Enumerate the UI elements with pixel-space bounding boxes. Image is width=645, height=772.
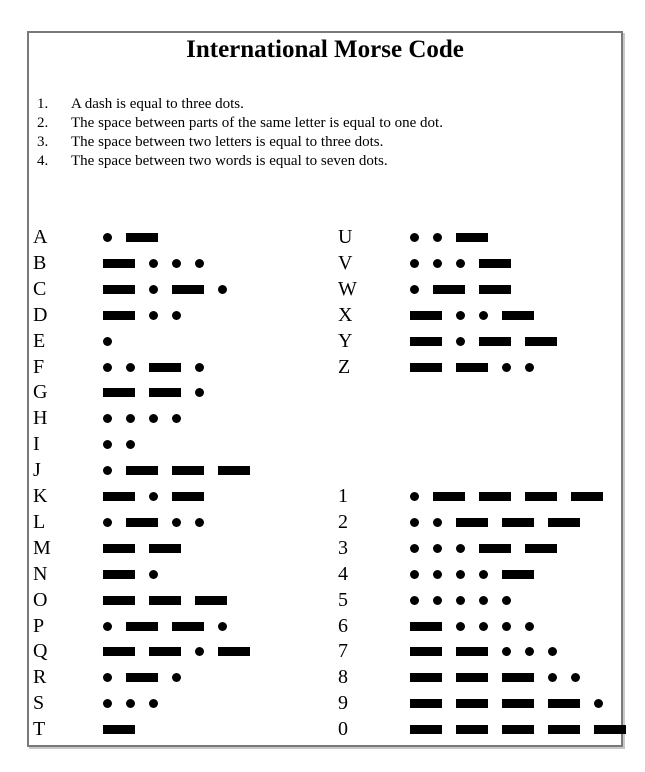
morse-dot <box>103 337 112 346</box>
morse-code-symbols <box>410 311 548 320</box>
morse-dot <box>456 259 465 268</box>
morse-character: K <box>33 485 48 507</box>
morse-row-v <box>338 250 598 276</box>
morse-dot <box>479 570 488 579</box>
morse-dash <box>149 647 181 656</box>
morse-dot <box>103 466 112 475</box>
morse-dot <box>479 311 488 320</box>
morse-dot <box>172 259 181 268</box>
morse-dot <box>433 518 442 527</box>
morse-dot <box>103 414 112 423</box>
morse-dot <box>149 492 158 501</box>
morse-dot <box>433 570 442 579</box>
morse-character: G <box>33 381 48 404</box>
morse-code-symbols <box>103 492 218 501</box>
morse-character: V <box>338 251 353 274</box>
morse-row-p <box>33 613 293 639</box>
morse-dash <box>502 311 534 320</box>
morse-character: Z <box>338 355 351 378</box>
morse-dash <box>456 699 488 708</box>
morse-dot <box>410 285 419 294</box>
morse-dash <box>479 259 511 268</box>
morse-character: L <box>33 510 46 533</box>
morse-row-m <box>33 535 293 561</box>
morse-row-0 <box>338 716 598 742</box>
morse-code-symbols <box>410 285 525 294</box>
morse-dot <box>172 311 181 320</box>
morse-dot <box>218 285 227 294</box>
morse-code-symbols <box>103 285 241 294</box>
morse-dash <box>479 544 511 553</box>
morse-code-symbols <box>410 725 640 734</box>
morse-character: 9 <box>338 692 348 715</box>
morse-character: O <box>33 588 48 611</box>
morse-row-5 <box>338 587 598 613</box>
morse-dot <box>103 673 112 682</box>
morse-row-e <box>33 328 293 354</box>
morse-row-2 <box>338 509 598 535</box>
morse-dot <box>525 647 534 656</box>
morse-character: P <box>33 614 45 637</box>
morse-dot <box>149 414 158 423</box>
morse-dot <box>433 233 442 242</box>
morse-row-8 <box>338 664 598 690</box>
morse-code-symbols <box>410 673 594 682</box>
morse-character: A <box>33 226 48 248</box>
morse-dash <box>126 622 158 631</box>
morse-row-a <box>33 224 293 250</box>
morse-dash <box>126 233 158 242</box>
morse-dot <box>172 518 181 527</box>
morse-code-symbols <box>103 363 218 372</box>
morse-dash <box>456 363 488 372</box>
morse-dash <box>149 388 181 397</box>
morse-dot <box>149 570 158 579</box>
morse-dash <box>103 725 135 734</box>
morse-dash <box>172 466 204 475</box>
morse-code-symbols <box>103 647 264 656</box>
morse-character: J <box>33 459 41 482</box>
morse-dash <box>456 518 488 527</box>
morse-code-symbols <box>410 492 617 501</box>
morse-dot <box>149 259 158 268</box>
morse-dot <box>103 233 112 242</box>
morse-dash <box>410 725 442 734</box>
morse-code-chart <box>27 31 623 747</box>
morse-row-y <box>338 328 598 354</box>
morse-character: M <box>33 536 51 559</box>
page-title: International Morse Code <box>186 36 464 63</box>
rule-number: 2. <box>37 115 49 131</box>
morse-dot <box>456 544 465 553</box>
morse-character: T <box>33 718 46 741</box>
morse-character: W <box>338 277 357 300</box>
morse-character: 6 <box>338 614 348 637</box>
morse-code-symbols <box>103 544 195 553</box>
morse-dash <box>103 544 135 553</box>
morse-code-symbols <box>410 699 617 708</box>
morse-dash <box>456 725 488 734</box>
morse-row-3 <box>338 535 598 561</box>
morse-character: 5 <box>338 588 348 611</box>
morse-character: 0 <box>338 718 348 741</box>
morse-code-symbols <box>103 233 172 242</box>
rule-number: 3. <box>37 134 49 150</box>
morse-character: I <box>33 433 40 456</box>
morse-dot <box>172 673 181 682</box>
morse-dash <box>103 285 135 294</box>
morse-dash <box>479 337 511 346</box>
rule-text: The space between two words is equal to seven dots. <box>71 153 388 169</box>
morse-code-symbols <box>103 699 172 708</box>
morse-dot <box>410 544 419 553</box>
morse-dash <box>218 466 250 475</box>
morse-dash <box>548 699 580 708</box>
morse-dot <box>410 518 419 527</box>
morse-dot <box>195 259 204 268</box>
morse-dash <box>103 259 135 268</box>
rule-number: 1. <box>37 96 49 112</box>
morse-dash <box>502 725 534 734</box>
morse-dot <box>149 699 158 708</box>
morse-dot <box>126 414 135 423</box>
morse-row-9 <box>338 690 598 716</box>
rule-text: A dash is equal to three dots. <box>71 96 244 112</box>
rule-item <box>37 95 443 114</box>
morse-dot <box>502 596 511 605</box>
morse-dash <box>149 363 181 372</box>
morse-dot <box>126 699 135 708</box>
morse-dot <box>502 647 511 656</box>
morse-dot <box>195 363 204 372</box>
morse-dot <box>502 363 511 372</box>
morse-row-k <box>33 483 293 509</box>
morse-character: U <box>338 226 353 248</box>
morse-dash <box>103 570 135 579</box>
morse-dot <box>103 440 112 449</box>
rule-item <box>37 114 443 133</box>
morse-dot <box>571 673 580 682</box>
morse-character: Y <box>338 329 353 352</box>
morse-character: N <box>33 562 48 585</box>
rule-number: 4. <box>37 153 49 169</box>
morse-dot <box>103 699 112 708</box>
morse-code-symbols <box>410 233 502 242</box>
morse-dash <box>502 699 534 708</box>
morse-row-l <box>33 509 293 535</box>
morse-dash <box>103 596 135 605</box>
morse-dash <box>456 233 488 242</box>
morse-dot <box>195 388 204 397</box>
morse-code-symbols <box>410 518 594 527</box>
morse-dot <box>149 311 158 320</box>
morse-row-d <box>33 302 293 328</box>
morse-code-symbols <box>103 259 218 268</box>
morse-row-j <box>33 457 293 483</box>
morse-row-7 <box>338 638 598 664</box>
morse-dot <box>433 596 442 605</box>
morse-dash <box>172 285 204 294</box>
morse-dot <box>456 596 465 605</box>
morse-dash <box>548 518 580 527</box>
morse-dot <box>103 363 112 372</box>
morse-code-symbols <box>410 570 548 579</box>
morse-row-h <box>33 405 293 431</box>
morse-dash <box>410 647 442 656</box>
morse-character: F <box>33 355 45 378</box>
morse-code-symbols <box>103 518 218 527</box>
rule-text: The space between parts of the same letter is equal to one dot. <box>71 115 443 131</box>
morse-code-symbols <box>103 622 241 631</box>
morse-dot <box>433 544 442 553</box>
morse-character: 7 <box>338 640 348 663</box>
morse-dot <box>410 596 419 605</box>
morse-dot <box>548 673 557 682</box>
morse-dash <box>502 518 534 527</box>
morse-dot <box>126 363 135 372</box>
morse-row-g <box>33 379 293 405</box>
morse-code-symbols <box>103 466 264 475</box>
morse-dash <box>502 673 534 682</box>
morse-code-symbols <box>410 647 571 656</box>
morse-dot <box>456 311 465 320</box>
morse-code-symbols <box>103 725 149 734</box>
morse-dash <box>410 337 442 346</box>
morse-row-z <box>338 354 598 380</box>
morse-character: C <box>33 277 47 300</box>
morse-character: B <box>33 251 47 274</box>
morse-code-symbols <box>103 673 195 682</box>
morse-character: H <box>33 407 48 430</box>
morse-character: S <box>33 692 45 715</box>
morse-row-i <box>33 431 293 457</box>
morse-dot <box>456 337 465 346</box>
morse-row-q <box>33 638 293 664</box>
morse-dash <box>149 596 181 605</box>
morse-code-symbols <box>103 311 195 320</box>
morse-row-b <box>33 250 293 276</box>
morse-dash <box>195 596 227 605</box>
morse-dash <box>433 285 465 294</box>
morse-dash <box>456 647 488 656</box>
morse-dash <box>410 622 442 631</box>
morse-dash <box>410 311 442 320</box>
morse-code-symbols <box>103 570 172 579</box>
morse-dash <box>525 492 557 501</box>
morse-dot <box>410 492 419 501</box>
morse-dash <box>525 337 557 346</box>
rule-text: The space between two letters is equal to three dots. <box>71 134 384 150</box>
morse-row-o <box>33 587 293 613</box>
morse-character: X <box>338 303 353 326</box>
morse-dash <box>433 492 465 501</box>
morse-dash <box>410 699 442 708</box>
morse-dot <box>548 647 557 656</box>
morse-dash <box>571 492 603 501</box>
morse-row-6 <box>338 613 598 639</box>
morse-dash <box>218 647 250 656</box>
rule-item <box>37 152 443 171</box>
morse-row-r <box>33 664 293 690</box>
morse-dot <box>410 233 419 242</box>
morse-character: 3 <box>338 536 348 559</box>
morse-character: 2 <box>338 510 348 533</box>
morse-character: D <box>33 303 48 326</box>
rule-item <box>37 133 443 152</box>
morse-dash <box>172 622 204 631</box>
morse-dash <box>594 725 626 734</box>
morse-dash <box>126 518 158 527</box>
morse-dash <box>548 725 580 734</box>
morse-dash <box>103 492 135 501</box>
morse-dot <box>149 285 158 294</box>
morse-dot <box>218 622 227 631</box>
morse-row-n <box>33 561 293 587</box>
morse-code-symbols <box>410 596 525 605</box>
morse-code-symbols <box>103 388 218 397</box>
morse-dash <box>410 673 442 682</box>
morse-dot <box>103 622 112 631</box>
morse-dot <box>410 259 419 268</box>
morse-code-symbols <box>410 363 548 372</box>
morse-code-symbols <box>103 596 241 605</box>
morse-dot <box>525 363 534 372</box>
morse-row-w <box>338 276 598 302</box>
morse-code-symbols <box>103 440 149 449</box>
morse-dash <box>410 363 442 372</box>
morse-dot <box>433 259 442 268</box>
morse-dash <box>126 466 158 475</box>
morse-character: R <box>33 666 47 689</box>
morse-character: E <box>33 329 46 352</box>
morse-row-u <box>338 224 598 250</box>
morse-code-symbols <box>410 622 548 631</box>
morse-dot <box>594 699 603 708</box>
morse-dash <box>149 544 181 553</box>
morse-dot <box>410 570 419 579</box>
morse-row-c <box>33 276 293 302</box>
morse-code-symbols <box>410 259 525 268</box>
morse-dash <box>103 388 135 397</box>
morse-dot <box>479 596 488 605</box>
morse-dash <box>126 673 158 682</box>
morse-dot <box>525 622 534 631</box>
morse-dot <box>195 518 204 527</box>
morse-row-x <box>338 302 598 328</box>
morse-character: 8 <box>338 666 348 689</box>
morse-dash <box>479 492 511 501</box>
morse-row-4 <box>338 561 598 587</box>
morse-row-1 <box>338 483 598 509</box>
rules-list <box>37 95 443 171</box>
morse-dot <box>456 570 465 579</box>
morse-code-symbols <box>103 414 195 423</box>
morse-dash <box>502 570 534 579</box>
morse-dot <box>195 647 204 656</box>
morse-code-symbols <box>103 337 126 346</box>
morse-character: 4 <box>338 562 348 585</box>
morse-character: 1 <box>338 485 348 507</box>
morse-dot <box>502 622 511 631</box>
morse-code-symbols <box>410 544 571 553</box>
morse-dash <box>479 285 511 294</box>
morse-dot <box>172 414 181 423</box>
morse-dash <box>456 673 488 682</box>
morse-dot <box>103 518 112 527</box>
morse-row-f <box>33 354 293 380</box>
morse-row-s <box>33 690 293 716</box>
morse-dash <box>172 492 204 501</box>
morse-dash <box>525 544 557 553</box>
morse-dot <box>456 622 465 631</box>
morse-dash <box>103 311 135 320</box>
morse-dot <box>479 622 488 631</box>
morse-row-t <box>33 716 293 742</box>
morse-dot <box>126 440 135 449</box>
morse-character: Q <box>33 640 48 663</box>
morse-dash <box>103 647 135 656</box>
morse-code-symbols <box>410 337 571 346</box>
